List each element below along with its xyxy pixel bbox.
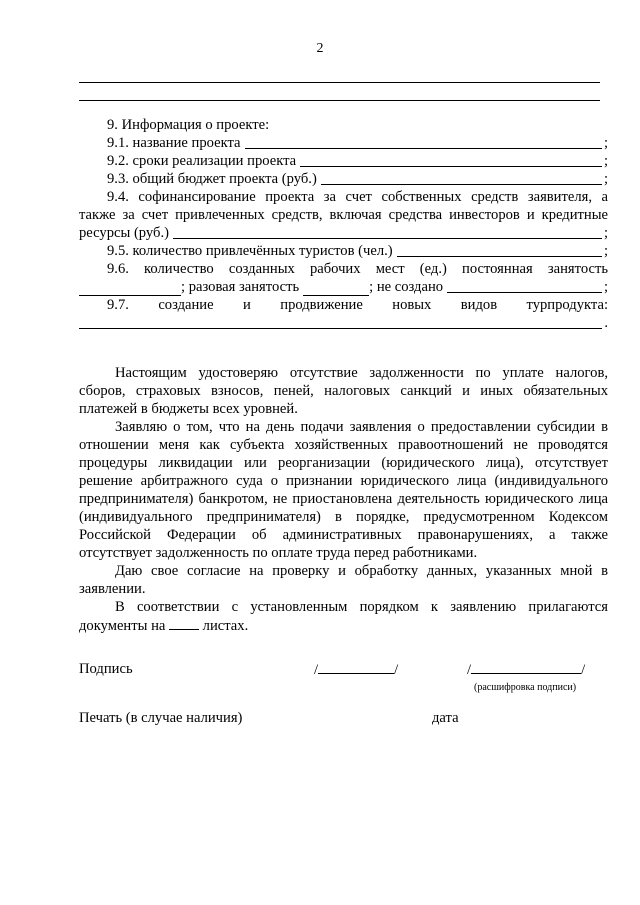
declaration-attachments: В соответствии с установленным порядком к заявлению прилагаются документы на листах.	[79, 599, 608, 634]
project-budget-label: 9.3. общий бюджет проекта (руб.)	[107, 171, 317, 187]
cofinancing-label: ресурсы (руб.)	[79, 225, 169, 241]
cofinancing-line-2: также за счет привлеченных средств, включая средства инвесторов и кредитные	[79, 207, 608, 223]
signature-field[interactable]	[318, 660, 394, 674]
page-number: 2	[316, 41, 324, 56]
header-fill-line-2[interactable]	[79, 100, 600, 101]
jobs-row: ; разовая занятость ; не создано ;	[79, 278, 608, 296]
signature-decode-hint: (расшифровка подписи)	[474, 682, 577, 693]
promo-field[interactable]	[79, 328, 602, 329]
jobs-none-field[interactable]	[447, 292, 602, 293]
project-info-section	[79, 116, 608, 635]
cofinancing-row: ресурсы (руб.) ;	[79, 225, 608, 241]
project-terms-row: 9.2. сроки реализации проекта ;	[107, 153, 608, 169]
jobs-onetime-field[interactable]	[303, 282, 369, 296]
project-name-label: 9.1. название проекта	[107, 135, 241, 151]
seal-label: Печать (в случае наличия)	[79, 710, 243, 726]
declaration-consent: Даю свое согласие на проверку и обработку данных, указанных мной в заявлении.	[79, 563, 608, 597]
section-title: 9. Информация о проекте:	[107, 117, 270, 133]
promo-row: .	[79, 314, 608, 332]
signature-label: Подпись	[79, 661, 133, 677]
project-name-field[interactable]	[245, 148, 602, 149]
promo-line: 9.7. создание и продвижение новых видов турпродукта:	[107, 297, 608, 313]
date-label: дата	[432, 710, 459, 726]
project-name-row: 9.1. название проекта ;	[107, 135, 608, 151]
signature-decode-slot: / /	[467, 662, 586, 678]
sheets-count-field[interactable]	[169, 616, 199, 630]
jobs-line-1: 9.6. количество созданных рабочих мест (ед.) постоянная занятость	[107, 261, 608, 277]
header-fill-line-1[interactable]	[79, 82, 600, 83]
project-terms-label: 9.2. сроки реализации проекта	[107, 153, 297, 169]
cofinancing-line-1: 9.4. софинансирование проекта за счет собственных средств заявителя, а	[107, 189, 608, 205]
declaration-status: Заявляю о том, что на день подачи заявления о предоставлении субсидии в отношении меня как субъекта хозяйственных правоотношений не проводятся процедуры ликвидации или реорганизации (юридического лица), отсутствует решение арбитражного суда о признании юридического лица (индивидуального предпринимателя) банкротом, не приостановлена деятельность юридического лица (индивидуального предпринимателя) в порядке, предусмотренном Кодексом Российской Федерации об административных правонарушениях, а также отсутствует задолженность по оплате труда перед работниками.	[79, 419, 608, 561]
declaration-debt: Настоящим удостоверяю отсутствие задолженности по уплате налогов, сборов, страховых взносов, пеней, налоговых санкций и иных обязательных платежей в бюджеты всех уровней.	[79, 365, 608, 417]
signature-decode-field[interactable]	[471, 660, 581, 674]
signature-block	[79, 660, 608, 740]
signature-slot: / /	[314, 662, 399, 678]
tourists-label: 9.5. количество привлечённых туристов (чел.)	[107, 243, 393, 259]
tourists-field[interactable]	[397, 256, 602, 257]
project-budget-field[interactable]	[321, 184, 602, 185]
jobs-permanent-field[interactable]	[79, 282, 181, 296]
project-budget-row: 9.3. общий бюджет проекта (руб.) ;	[107, 171, 608, 187]
tourists-row: 9.5. количество привлечённых туристов (чел.) ;	[107, 243, 608, 259]
cofinancing-field[interactable]	[173, 238, 602, 239]
project-terms-field[interactable]	[300, 166, 602, 167]
